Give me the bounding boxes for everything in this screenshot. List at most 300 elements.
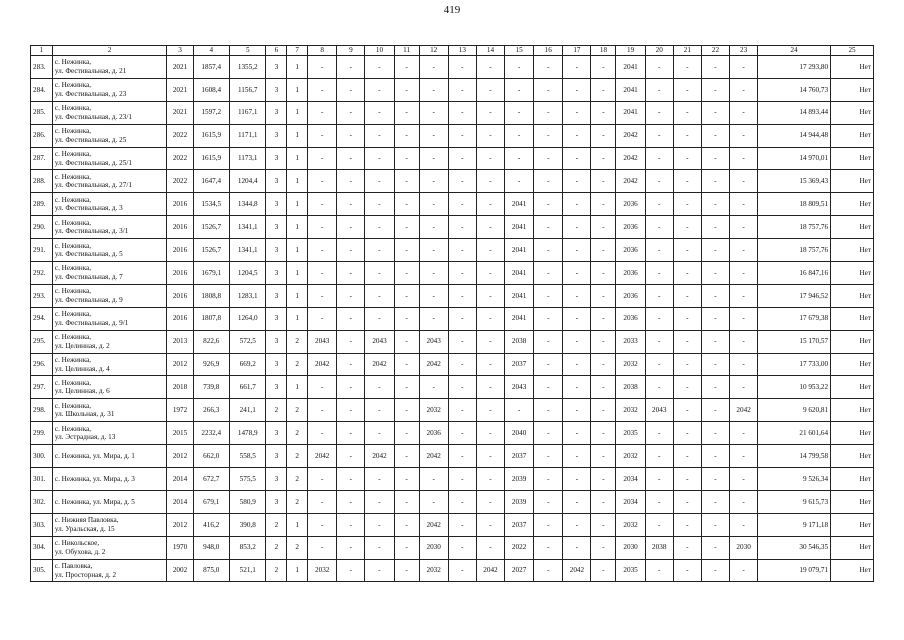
address-locality: с. Нежинка, ул. Мира, д. 1 <box>54 451 135 460</box>
data-cell: - <box>591 376 616 399</box>
row-number: 293. <box>31 284 53 307</box>
data-cell: - <box>673 124 701 147</box>
data-cell: - <box>337 147 365 170</box>
data-cell: 2034 <box>616 468 645 491</box>
table-row <box>31 101 874 124</box>
column-header: 16 <box>534 46 563 56</box>
data-cell: - <box>419 147 448 170</box>
cost-cell: 14 970,01 <box>758 147 831 170</box>
data-cell: - <box>645 101 673 124</box>
data-cell: - <box>308 399 337 422</box>
data-cell: 1647,4 <box>193 170 229 193</box>
data-cell: - <box>308 376 337 399</box>
data-cell: 853,2 <box>230 536 266 559</box>
data-cell: - <box>365 559 394 582</box>
data-cell: - <box>673 284 701 307</box>
data-cell: - <box>308 468 337 491</box>
row-number: 304. <box>31 536 53 559</box>
data-cell: - <box>645 559 673 582</box>
address-cell <box>52 147 167 170</box>
data-cell: 2041 <box>505 284 534 307</box>
data-cell: - <box>730 284 758 307</box>
data-cell: - <box>730 170 758 193</box>
cost-cell: 18 757,76 <box>758 216 831 239</box>
row-number: 300. <box>31 445 53 468</box>
data-cell: - <box>308 307 337 330</box>
data-cell: 2039 <box>505 468 534 491</box>
data-cell: 2036 <box>616 193 645 216</box>
data-cell: - <box>701 216 729 239</box>
data-cell: 2041 <box>505 216 534 239</box>
data-cell: 2022 <box>167 170 193 193</box>
data-cell: 2041 <box>505 262 534 285</box>
data-cell: - <box>476 513 504 536</box>
data-cell: 2 <box>266 536 287 559</box>
data-cell: - <box>701 353 729 376</box>
data-cell: - <box>308 101 337 124</box>
data-cell: 1857,4 <box>193 56 229 79</box>
column-header: 19 <box>616 46 645 56</box>
data-cell: 575,5 <box>230 468 266 491</box>
row-number: 299. <box>31 422 53 445</box>
data-cell: - <box>365 468 394 491</box>
address-locality: с. Нежинка, ул. Мира, д. 3 <box>54 474 135 483</box>
data-cell: - <box>730 78 758 101</box>
data-cell: - <box>419 216 448 239</box>
page-number: 419 <box>443 4 461 16</box>
address-cell <box>52 78 167 101</box>
data-cell: - <box>673 101 701 124</box>
data-cell: 2041 <box>616 56 645 79</box>
data-cell: - <box>591 216 616 239</box>
data-cell: - <box>563 262 591 285</box>
address-cell <box>52 216 167 239</box>
data-cell: - <box>394 422 419 445</box>
data-cell: 1 <box>287 124 308 147</box>
cost-cell: 17 946,52 <box>758 284 831 307</box>
data-cell: 1341,1 <box>230 239 266 262</box>
data-cell: 390,8 <box>230 513 266 536</box>
address-street: ул. Фестивальная, д. 7 <box>54 272 123 281</box>
data-cell: - <box>645 513 673 536</box>
data-cell: 558,5 <box>230 445 266 468</box>
address-cell <box>52 490 167 513</box>
data-cell: - <box>701 284 729 307</box>
data-cell: 3 <box>266 147 287 170</box>
data-cell: 3 <box>266 468 287 491</box>
data-cell: 3 <box>266 376 287 399</box>
data-cell: 2042 <box>419 353 448 376</box>
data-cell: - <box>394 124 419 147</box>
flag-cell: Нет <box>831 147 874 170</box>
table-row <box>31 353 874 376</box>
data-cell: 2037 <box>505 445 534 468</box>
address-locality: с. Нежинка, <box>54 333 92 342</box>
data-cell: 2 <box>266 513 287 536</box>
data-cell: - <box>563 193 591 216</box>
table-row <box>31 216 874 239</box>
data-cell: - <box>645 147 673 170</box>
column-header: 21 <box>673 46 701 56</box>
data-cell: 1 <box>287 284 308 307</box>
data-cell: - <box>563 376 591 399</box>
data-cell: - <box>673 147 701 170</box>
address-locality: с. Нежинка, <box>54 127 92 136</box>
data-cell: 3 <box>266 78 287 101</box>
data-cell: - <box>701 78 729 101</box>
data-cell: - <box>365 193 394 216</box>
data-cell: - <box>394 147 419 170</box>
data-cell: - <box>563 124 591 147</box>
data-cell: - <box>337 239 365 262</box>
data-cell: 3 <box>266 353 287 376</box>
data-cell: 2042 <box>365 353 394 376</box>
data-cell: 2038 <box>616 376 645 399</box>
data-cell: 2035 <box>616 422 645 445</box>
address-cell <box>52 445 167 468</box>
flag-cell: Нет <box>831 262 874 285</box>
data-cell: - <box>591 147 616 170</box>
column-header: 4 <box>193 46 229 56</box>
data-cell: - <box>645 216 673 239</box>
data-cell: 3 <box>266 56 287 79</box>
data-cell: 3 <box>266 262 287 285</box>
data-cell: - <box>337 559 365 582</box>
address-cell <box>52 468 167 491</box>
data-cell: - <box>730 262 758 285</box>
data-cell: - <box>365 399 394 422</box>
data-cell: - <box>419 307 448 330</box>
data-cell: - <box>645 193 673 216</box>
data-cell: - <box>534 193 563 216</box>
data-cell: 2022 <box>167 147 193 170</box>
data-cell: 2042 <box>616 124 645 147</box>
data-cell: - <box>673 78 701 101</box>
flag-cell: Нет <box>831 78 874 101</box>
data-cell: - <box>394 445 419 468</box>
data-cell: - <box>505 56 534 79</box>
address-locality: с. Нежинка, <box>54 401 92 410</box>
data-cell: - <box>394 101 419 124</box>
data-cell: - <box>308 170 337 193</box>
data-cell: - <box>563 353 591 376</box>
address-street: ул. Фестивальная, д. 25 <box>54 135 127 144</box>
data-cell: - <box>645 490 673 513</box>
data-cell: - <box>591 239 616 262</box>
data-cell: - <box>365 216 394 239</box>
data-cell: - <box>419 78 448 101</box>
data-cell: 1283,1 <box>230 284 266 307</box>
data-cell: - <box>534 559 563 582</box>
data-cell: 1 <box>287 147 308 170</box>
address-street: ул. Целинная, д. 2 <box>54 341 110 350</box>
data-cell: - <box>505 78 534 101</box>
data-cell: - <box>591 78 616 101</box>
data-cell: 2043 <box>419 330 448 353</box>
data-cell: 2016 <box>167 216 193 239</box>
data-cell: 3 <box>266 124 287 147</box>
data-cell: 2042 <box>476 559 504 582</box>
data-cell: - <box>476 330 504 353</box>
address-locality: с. Нежинка, <box>54 424 92 433</box>
data-cell: 3 <box>266 101 287 124</box>
data-cell: - <box>308 147 337 170</box>
row-number: 289. <box>31 193 53 216</box>
data-cell: - <box>591 262 616 285</box>
address-cell <box>52 101 167 124</box>
data-cell: - <box>673 468 701 491</box>
data-cell: - <box>591 101 616 124</box>
table-header <box>31 46 874 56</box>
data-cell: - <box>365 284 394 307</box>
address-locality: с. Нежинка, <box>54 172 92 181</box>
data-cell: - <box>645 445 673 468</box>
data-cell: 2016 <box>167 193 193 216</box>
data-cell: - <box>476 78 504 101</box>
data-cell: - <box>365 239 394 262</box>
data-cell: 1534,5 <box>193 193 229 216</box>
data-cell: 739,8 <box>193 376 229 399</box>
flag-cell: Нет <box>831 216 874 239</box>
data-cell: - <box>505 124 534 147</box>
data-cell: - <box>476 536 504 559</box>
address-locality: с. Нежинка, <box>54 218 92 227</box>
data-cell: - <box>448 399 476 422</box>
address-street: ул. Фестивальная, д. 27/1 <box>54 181 132 190</box>
data-cell: 1 <box>287 170 308 193</box>
data-cell: - <box>730 445 758 468</box>
data-cell: - <box>448 78 476 101</box>
data-cell: - <box>534 239 563 262</box>
data-cell: - <box>308 284 337 307</box>
cost-cell: 14 760,73 <box>758 78 831 101</box>
data-cell: - <box>476 216 504 239</box>
flag-cell: Нет <box>831 353 874 376</box>
address-cell <box>52 56 167 79</box>
data-cell: - <box>394 536 419 559</box>
data-cell: 1167,1 <box>230 101 266 124</box>
data-cell: - <box>448 193 476 216</box>
data-cell: - <box>645 56 673 79</box>
data-cell: - <box>563 78 591 101</box>
data-cell: - <box>591 330 616 353</box>
data-cell: - <box>394 330 419 353</box>
data-cell: - <box>448 536 476 559</box>
data-cell: - <box>365 376 394 399</box>
data-cell: - <box>365 262 394 285</box>
data-cell: 2022 <box>167 124 193 147</box>
row-number: 291. <box>31 239 53 262</box>
address-street: ул. Фестивальная, д. 3/1 <box>54 227 129 236</box>
data-cell: - <box>448 468 476 491</box>
data-cell: - <box>448 330 476 353</box>
address-cell <box>52 536 167 559</box>
data-cell: - <box>337 330 365 353</box>
data-cell: 1 <box>287 376 308 399</box>
address-cell <box>52 124 167 147</box>
data-cell: - <box>563 422 591 445</box>
data-cell: - <box>701 330 729 353</box>
flag-cell: Нет <box>831 399 874 422</box>
data-cell: 2030 <box>730 536 758 559</box>
cost-cell: 10 953,22 <box>758 376 831 399</box>
row-number: 290. <box>31 216 53 239</box>
data-cell: - <box>701 56 729 79</box>
column-header: 25 <box>831 46 874 56</box>
data-cell: - <box>308 56 337 79</box>
data-cell: - <box>701 490 729 513</box>
address-locality: с. Нежинка, <box>54 195 92 204</box>
data-cell: 1 <box>287 559 308 582</box>
address-street: ул. Уральская, д. 15 <box>54 524 115 533</box>
data-cell: 1 <box>287 239 308 262</box>
address-street: ул. Фестивальная, д. 5 <box>54 250 123 259</box>
data-cell: 2036 <box>616 216 645 239</box>
address-cell <box>52 193 167 216</box>
column-header: 7 <box>287 46 308 56</box>
data-cell: 572,5 <box>230 330 266 353</box>
column-header: 2 <box>52 46 167 56</box>
address-street: ул. Фестивальная, д. 3 <box>54 204 123 213</box>
data-cell: - <box>505 147 534 170</box>
data-cell: 3 <box>266 330 287 353</box>
cost-cell: 17 679,38 <box>758 307 831 330</box>
data-cell: 3 <box>266 239 287 262</box>
data-cell: 672,7 <box>193 468 229 491</box>
address-locality: с. Нежинка, <box>54 378 92 387</box>
data-cell: 2036 <box>419 422 448 445</box>
address-cell <box>52 170 167 193</box>
cost-cell: 15 170,57 <box>758 330 831 353</box>
data-cell: - <box>701 170 729 193</box>
data-cell: - <box>365 78 394 101</box>
cost-cell: 14 893,44 <box>758 101 831 124</box>
data-cell: - <box>394 78 419 101</box>
data-cell: - <box>701 239 729 262</box>
data-cell: - <box>365 513 394 536</box>
cost-cell: 21 601,64 <box>758 422 831 445</box>
column-header: 14 <box>476 46 504 56</box>
row-number: 298. <box>31 399 53 422</box>
data-cell: - <box>365 490 394 513</box>
data-cell: - <box>591 353 616 376</box>
data-cell: 2037 <box>505 353 534 376</box>
table-row <box>31 399 874 422</box>
data-cell: - <box>394 307 419 330</box>
row-number: 296. <box>31 353 53 376</box>
data-cell: 2043 <box>365 330 394 353</box>
data-cell: 1 <box>287 78 308 101</box>
data-cell: - <box>730 307 758 330</box>
column-header: 1 <box>31 46 53 56</box>
data-cell: - <box>673 559 701 582</box>
data-cell: - <box>394 468 419 491</box>
data-cell: - <box>476 399 504 422</box>
data-cell: - <box>419 239 448 262</box>
address-street: ул. Эстрадная, д. 13 <box>54 433 116 442</box>
data-cell: 2042 <box>419 513 448 536</box>
data-cell: 1615,9 <box>193 124 229 147</box>
data-cell: - <box>448 422 476 445</box>
data-cell: - <box>476 262 504 285</box>
data-cell: - <box>701 536 729 559</box>
data-cell: - <box>308 422 337 445</box>
data-cell: 2014 <box>167 490 193 513</box>
data-cell: 1608,4 <box>193 78 229 101</box>
data-cell: - <box>476 170 504 193</box>
data-cell: 3 <box>266 216 287 239</box>
data-cell: 2042 <box>730 399 758 422</box>
data-cell: - <box>645 468 673 491</box>
address-cell <box>52 513 167 536</box>
column-header: 10 <box>365 46 394 56</box>
data-cell: 2027 <box>505 559 534 582</box>
data-cell: - <box>476 376 504 399</box>
data-cell: - <box>308 490 337 513</box>
data-cell: 2 <box>287 536 308 559</box>
flag-cell: Нет <box>831 376 874 399</box>
cost-cell: 15 369,43 <box>758 170 831 193</box>
row-number: 302. <box>31 490 53 513</box>
flag-cell: Нет <box>831 490 874 513</box>
data-cell: - <box>448 239 476 262</box>
address-locality: с. Никольское, <box>54 539 100 548</box>
data-cell: - <box>701 147 729 170</box>
data-cell: - <box>534 468 563 491</box>
address-cell <box>52 559 167 582</box>
data-cell: - <box>534 353 563 376</box>
data-cell: - <box>534 124 563 147</box>
data-cell: - <box>337 468 365 491</box>
data-cell: 2042 <box>365 445 394 468</box>
data-cell: - <box>394 399 419 422</box>
data-cell: - <box>365 147 394 170</box>
data-cell: 1807,8 <box>193 307 229 330</box>
data-cell: 2041 <box>616 101 645 124</box>
data-cell: - <box>476 490 504 513</box>
address-locality: с. Нежинка, <box>54 104 92 113</box>
data-cell: - <box>701 262 729 285</box>
cost-cell: 9 620,81 <box>758 399 831 422</box>
data-cell: - <box>419 284 448 307</box>
flag-cell: Нет <box>831 330 874 353</box>
address-cell <box>52 307 167 330</box>
data-cell: - <box>730 330 758 353</box>
data-cell: - <box>337 216 365 239</box>
data-cell: - <box>448 262 476 285</box>
data-cell: - <box>673 216 701 239</box>
data-cell: - <box>673 307 701 330</box>
address-street: ул. Обухова, д. 2 <box>54 547 106 556</box>
data-cell: 2032 <box>616 399 645 422</box>
data-cell: 3 <box>266 422 287 445</box>
data-cell: 2041 <box>505 307 534 330</box>
data-cell: 2232,4 <box>193 422 229 445</box>
data-cell: - <box>645 262 673 285</box>
data-cell: - <box>591 536 616 559</box>
data-cell: 2 <box>287 330 308 353</box>
data-cell: 2015 <box>167 422 193 445</box>
data-cell: - <box>448 307 476 330</box>
data-cell: - <box>448 353 476 376</box>
address-cell <box>52 330 167 353</box>
data-cell: - <box>730 559 758 582</box>
data-cell: 2016 <box>167 284 193 307</box>
data-cell: 2037 <box>505 513 534 536</box>
data-cell: - <box>337 170 365 193</box>
data-cell: - <box>448 376 476 399</box>
data-cell: 1597,2 <box>193 101 229 124</box>
